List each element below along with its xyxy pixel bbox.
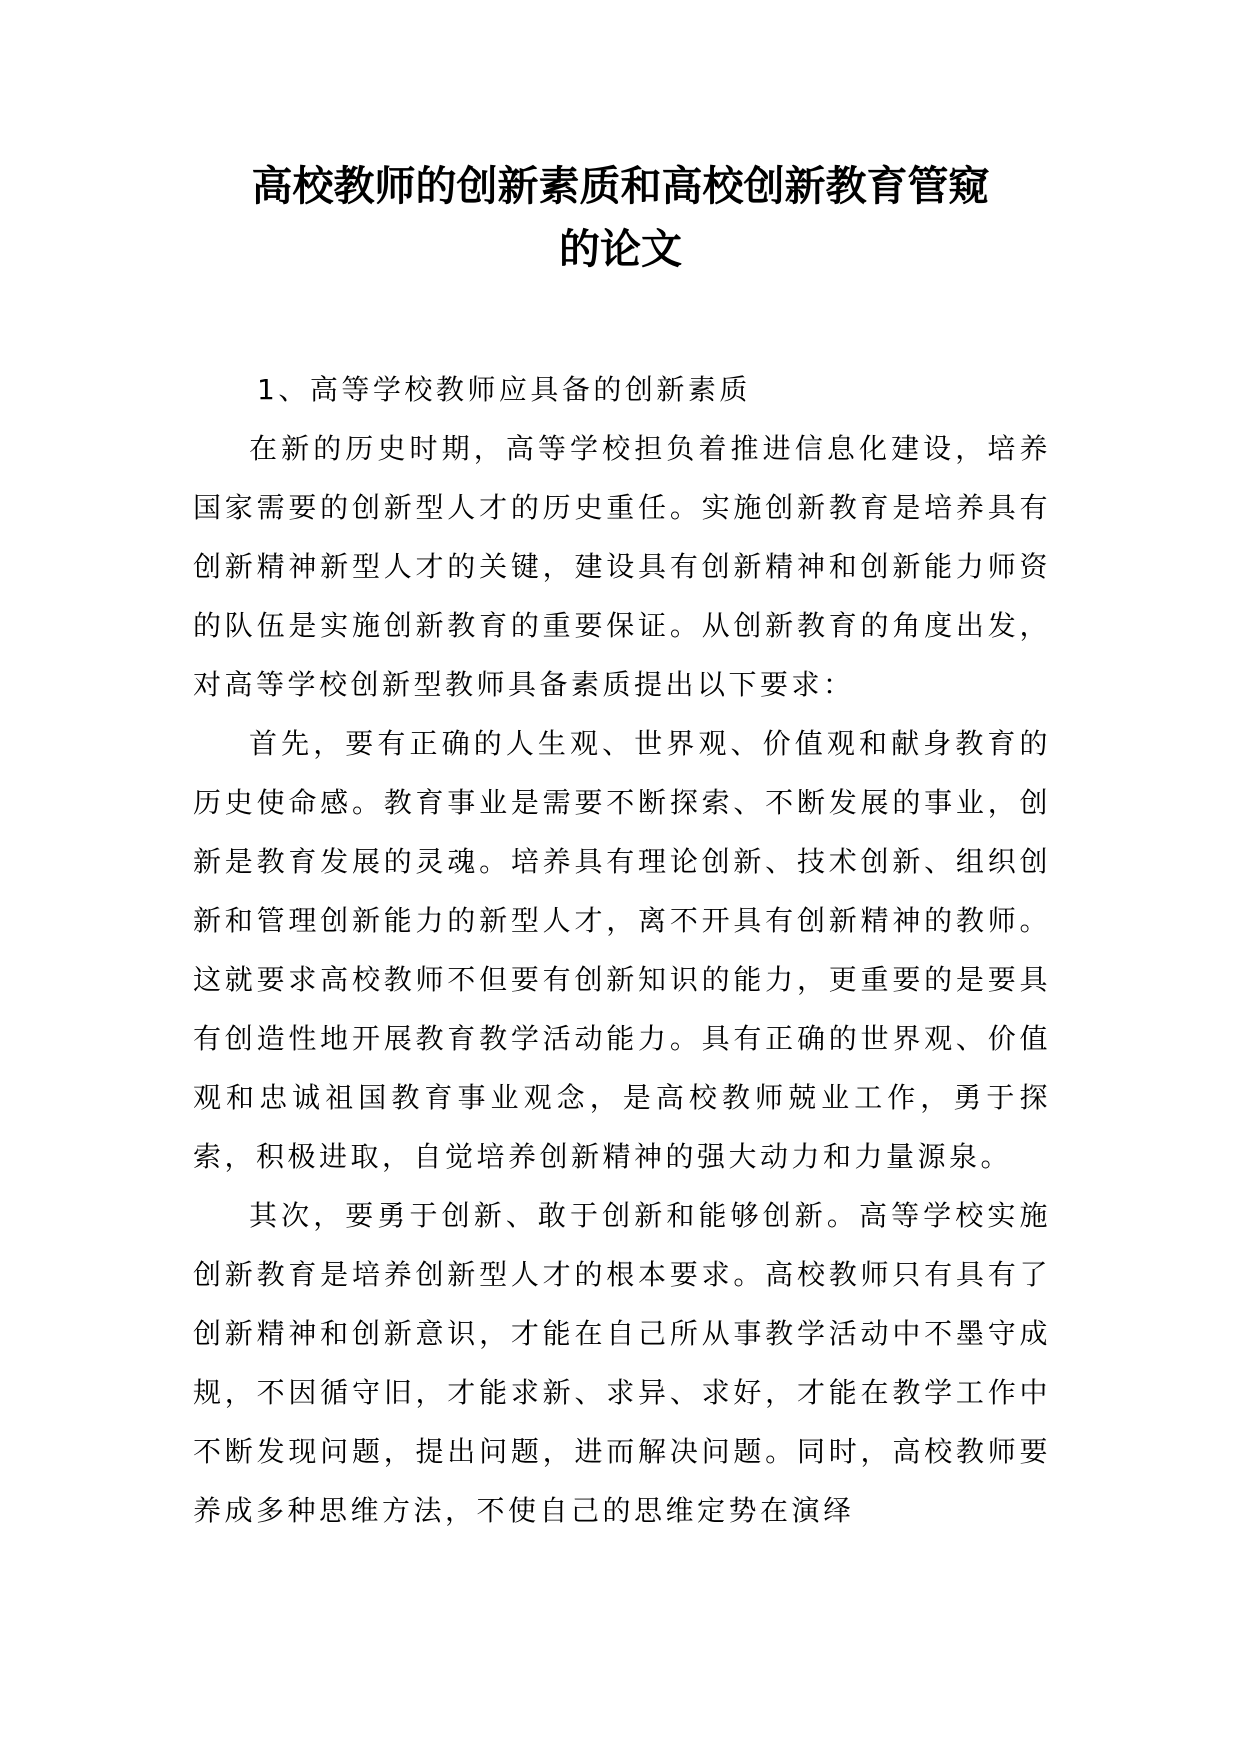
section-heading: 1、高等学校教师应具备的创新素质 xyxy=(257,373,751,406)
document-title xyxy=(0,155,1241,281)
paragraph-1: 在新的历史时期，高等学校担负着推进信息化建设，培养国家需要的创新型人才的历史重任。实施创新教育是培养具有创新精神新型人才的关键，建设具有创新精神和创新能力师资的队伍是实施创新教育的重要保证。从创新教育的角度出发，对高等学校创新型教师具备素质提出以下要求： xyxy=(193,432,1051,701)
paragraph-3: 其次，要勇于创新、敢于创新和能够创新。高等学校实施创新教育是培养创新型人才的根本要求。高校教师只有具有了创新精神和创新意识，才能在自己所从事教学活动中不墨守成规，不因循守旧，才能求新、求异、求好，才能在教学工作中不断发现问题，提出问题，进而解决问题。同时，高校教师要养成多种思维方法，不使自己的思维定势在演绎 xyxy=(193,1199,1051,1527)
document-body xyxy=(193,360,1051,1540)
title-line-2: 的论文 xyxy=(559,225,682,273)
title-line-1: 高校教师的创新素质和高校创新教育管窥 xyxy=(251,162,990,210)
paragraph-2: 首先，要有正确的人生观、世界观、价值观和献身教育的历史使命感。教育事业是需要不断探索、不断发展的事业，创新是教育发展的灵魂。培养具有理论创新、技术创新、组织创新和管理创新能力的新型人才，离不开具有创新精神的教师。这就要求高校教师不但要有创新知识的能力，更重要的是要具有创造性地开展教育教学活动能力。具有正确的世界观、价值观和忠诚祖国教育事业观念，是高校教师兢业工作，勇于探索，积极进取，自觉培养创新精神的强大动力和力量源泉。 xyxy=(193,727,1051,1173)
